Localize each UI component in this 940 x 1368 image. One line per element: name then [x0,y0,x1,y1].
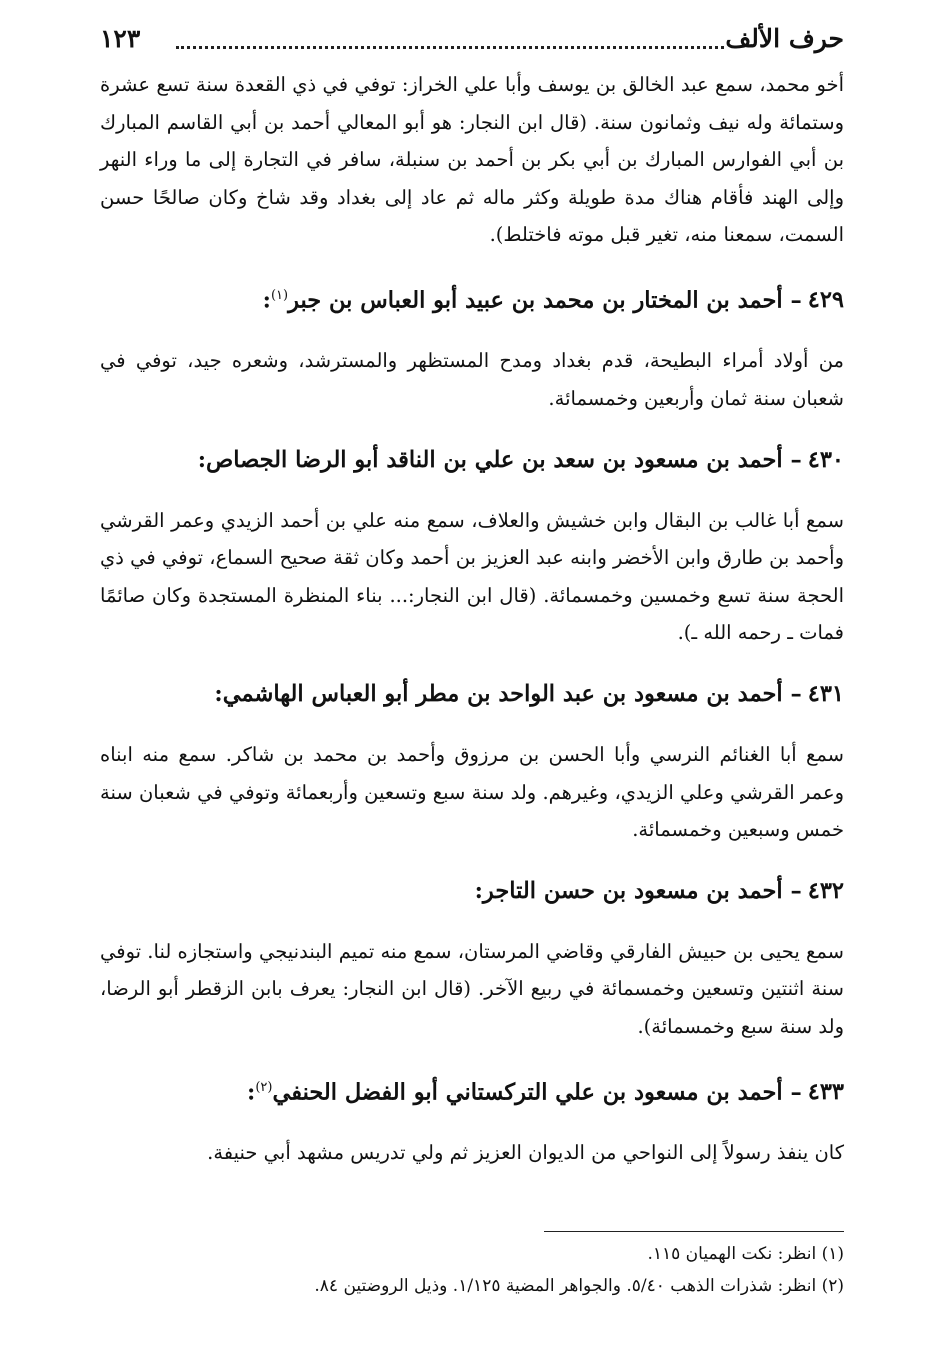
footnote-separator [544,1231,844,1232]
entry-name: أحمد بن مسعود بن سعد بن علي بن الناقد أبو الرضا الجصاص [206,446,783,473]
entry-number: ٤٣٣ [807,1079,844,1106]
entry-text-433: كان ينفذ رسولاً إلى النواحي من الديوان العزيز ثم ولي تدريس مشهد أبي حنيفة. [207,1141,844,1165]
entry-heading-429 [100,278,844,319]
dash: – [782,1079,802,1106]
main-text [100,66,844,1172]
entry-heading-430 [100,442,844,478]
entry-name: أحمد بن مسعود بن عبد الواحد بن مطر أبو العباس الهاشمي [222,681,783,708]
entry-text-431: سمع أبا الغنائم النرسي وأبا الحسن بن مرزوق وأحمد بن محمد بن شاكر. سمع منه ابناه وعمر القرشي وعلي الزيدي، وغيرهم. ولد سنة سبع وتسعين وأربعمائة وتوفي في شعبان سنة خمس وسبعين وخمسمائة. [100,743,844,842]
entry-heading-431 [100,676,844,712]
entry-text-432: سمع يحيى بن حبيش الفارقي وقاضي المرستان، سمع منه تميم البندنيجي واستجازه لنا. توفي سنة اثنتين وتسعين وخمسمائة في ربيع الآخر. (قال ابن النجار: يعرف بابن الزقطر أبو الرضا، ولد سنة سبع وخمسمائة). [100,939,844,1038]
entry-name: أحمد بن مسعود بن حسن التاجر [482,877,783,904]
footnote-ref: (٢) [255,1079,273,1095]
entry-number: ٤٣٢ [807,877,844,904]
entry-name: أحمد بن المختار بن محمد بن عبيد أبو العباس بن جبر [288,287,783,314]
footnote-ref: (١) [270,287,289,303]
entry-heading-433 [100,1070,844,1111]
footnotes [100,1238,844,1302]
entry-text-430: سمع أبا غالب بن البقال وابن خشيش والعلاف، سمع منه علي بن أحمد الزيدي وعمر القرشي وأحمد بن طارق وابن الأخضر وابنه عبد العزيز بن أحمد وكان ثقة صحيح السماع، توفي في ذي الحجة سنة تسع وخمسين وخمسمائة. (قال ابن النجار:... بناء المنظرة المستجدة وكان صائمًا فمات ـ رحمه الله ـ). [100,508,845,645]
continuation-paragraph: أخو محمد، سمع عبد الخالق بن يوسف وأبا علي الخراز: توفي في ذي القعدة سنة تسع عشرة وستمائة وله نيف وثمانون سنة. (قال ابن النجار: هو أبو المعالي أحمد بن أبي القاسم المبارك بن أبي الفوارس المبارك بن أبي بكر بن أحمد بن سنبلة، سافر في التجارة إلى ما وراء النهر وإلى الهند فأقام هناك مدة طويلة وكثر ماله ثم عاد إلى بغداد وقد شاخ وكان صالحًا حسن السمت، سمعنا منه، تغير قبل موته فاختلط). [100,73,844,247]
entry-number: ٤٣١ [807,681,844,708]
entry-number: ٤٢٩ [807,287,844,314]
entry-heading-432 [100,873,844,909]
colon: : [474,877,483,904]
page-number: ١٢٣ [100,24,141,53]
dash: – [782,287,802,314]
footnote-2: (٢) انظر: شذرات الذهب ٥/٤٠. والجواهر المضية ١/١٢٥. وذيل الروضتين ٨٤. [314,1276,844,1296]
running-header [100,18,844,62]
colon: : [214,681,223,708]
header-dot-leader [176,46,724,49]
chapter-title: حرف الألف [725,24,844,53]
entry-text-429: من أولاد أمراء البطيحة، قدم بغداد ومدح المستظهر والمسترشد، وشعره جيد، توفي في شعبان سنة ثمان وأربعين وخمسمائة. [100,349,844,411]
footnote-1: (١) انظر: نكت الهميان ١١٥. [647,1244,844,1264]
colon: : [197,446,207,473]
colon: : [247,1079,256,1106]
dash: – [782,877,802,904]
entry-number: ٤٣٠ [807,446,844,473]
entry-name: أحمد بن مسعود بن علي التركستاني أبو الفضل الحنفي [272,1079,783,1106]
dash: – [782,681,802,708]
dash: – [782,446,802,473]
colon: : [262,287,271,314]
